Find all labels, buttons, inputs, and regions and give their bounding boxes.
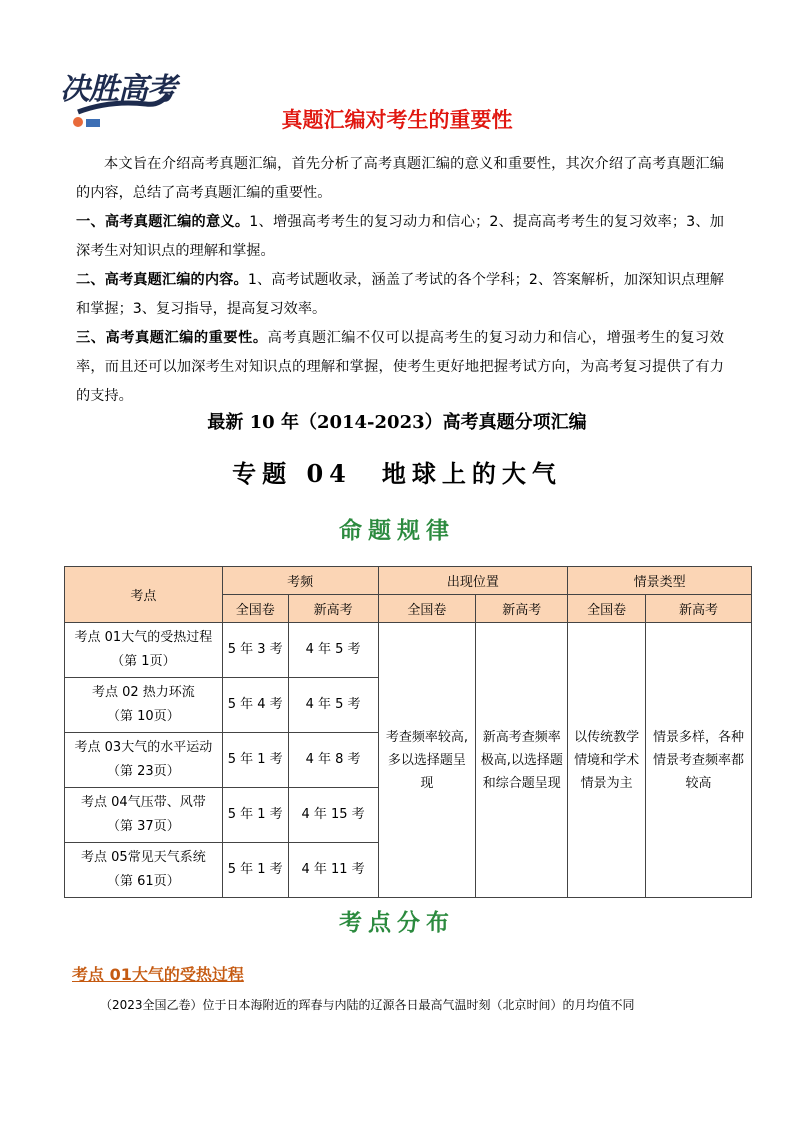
header-scene: 情景类型	[568, 567, 752, 595]
question-text: （2023全国乙卷）位于日本海附近的珲春与内陆的辽源各日最高气温时刻（北京时间）的月均值不同	[100, 998, 635, 1012]
header-kaodian: 考点	[65, 567, 223, 623]
position-new-cell: 新高考查频率极高,以选择题和综合题呈现	[476, 623, 568, 898]
content-body: 1、高考试题收录，涵盖了考试的各个学科；2、答案解析，加深知识点理解和掌握；3、复习指导，提高复习效率。	[76, 272, 724, 317]
kaodian-page: （第 23页）	[107, 764, 180, 779]
freq-national-cell: 5 年 4 考	[222, 678, 288, 733]
section-heading-distribution: 考点分布	[339, 910, 455, 936]
kaodian-cell	[65, 788, 223, 843]
kaodian-name: 考点 04气压带、风带	[81, 795, 206, 810]
freq-new-cell: 4 年 5 考	[288, 678, 378, 733]
kaodian-page: （第 61页）	[107, 874, 180, 889]
kaodian-name: 考点 02 热力环流	[91, 685, 195, 700]
significance-paragraph	[76, 208, 724, 266]
exam-frequency-table	[64, 566, 752, 898]
freq-new-cell: 4 年 5 考	[288, 623, 378, 678]
freq-national-cell: 5 年 1 考	[222, 733, 288, 788]
header-position: 出现位置	[378, 567, 568, 595]
scene-national-cell: 以传统教学情境和学术情景为主	[568, 623, 646, 898]
kaodian-name: 考点 05常见天气系统	[81, 850, 206, 865]
table-row	[65, 623, 752, 678]
content-lead: 二、高考真题汇编的内容。	[76, 272, 248, 288]
freq-new-cell: 4 年 11 考	[288, 843, 378, 898]
header-national: 全国卷	[222, 595, 288, 623]
kaodian-page: （第 37页）	[107, 819, 180, 834]
logo-text: 决胜高考	[60, 72, 176, 107]
scene-new-cell: 情景多样，各种情景考查频率都较高	[646, 623, 752, 898]
kaodian-name: 考点 01大气的受热过程	[74, 630, 213, 645]
kaodian-cell	[65, 733, 223, 788]
kaodian-name: 考点 03大气的水平运动	[74, 740, 213, 755]
header-new: 新高考	[288, 595, 378, 623]
freq-new-cell: 4 年 15 考	[288, 788, 378, 843]
content-paragraph	[76, 266, 724, 324]
importance-lead: 三、高考真题汇编的重要性。	[76, 330, 268, 346]
freq-national-cell: 5 年 3 考	[222, 623, 288, 678]
position-national-cell: 考查频率较高,多以选择题呈现	[378, 623, 476, 898]
header-new: 新高考	[646, 595, 752, 623]
significance-lead: 一、高考真题汇编的意义。	[76, 214, 250, 230]
header-national: 全国卷	[568, 595, 646, 623]
section-link-kaodian-01[interactable]: 考点 01大气的受热过程	[72, 965, 244, 984]
section-heading-pattern: 命题规律	[339, 518, 455, 544]
importance-paragraph	[76, 324, 724, 411]
kaodian-cell	[65, 678, 223, 733]
freq-national-cell: 5 年 1 考	[222, 843, 288, 898]
header-frequency: 考频	[222, 567, 378, 595]
kaodian-page: （第 1页）	[111, 654, 176, 669]
significance-body: 1、增强高考考生的复习动力和信心；2、提高高考考生的复习效率；3、加深考生对知识点的理解和掌握。	[76, 214, 724, 259]
freq-national-cell: 5 年 1 考	[222, 788, 288, 843]
intro-paragraph: 本文旨在介绍高考真题汇编，首先分析了高考真题汇编的意义和重要性，其次介绍了高考真题汇编的内容，总结了高考真题汇编的重要性。	[76, 156, 724, 201]
topic-title: 专题 04 地球上的大气	[232, 459, 562, 488]
importance-body: 高考真题汇编不仅可以提高考生的复习动力和信心，增强考生的复习效率，而且还可以加深考生对知识点的理解和掌握，使考生更好地把握考试方向，为高考复习提供了有力的支持。	[76, 330, 724, 404]
header-new: 新高考	[476, 595, 568, 623]
kaodian-cell	[65, 623, 223, 678]
freq-new-cell: 4 年 8 考	[288, 733, 378, 788]
kaodian-page: （第 10页）	[107, 709, 180, 724]
kaodian-cell	[65, 843, 223, 898]
page-title: 真题汇编对考生的重要性	[281, 108, 513, 132]
collection-subtitle: 最新 10 年（2014-2023）高考真题分项汇编	[207, 412, 587, 433]
header-national: 全国卷	[378, 595, 476, 623]
